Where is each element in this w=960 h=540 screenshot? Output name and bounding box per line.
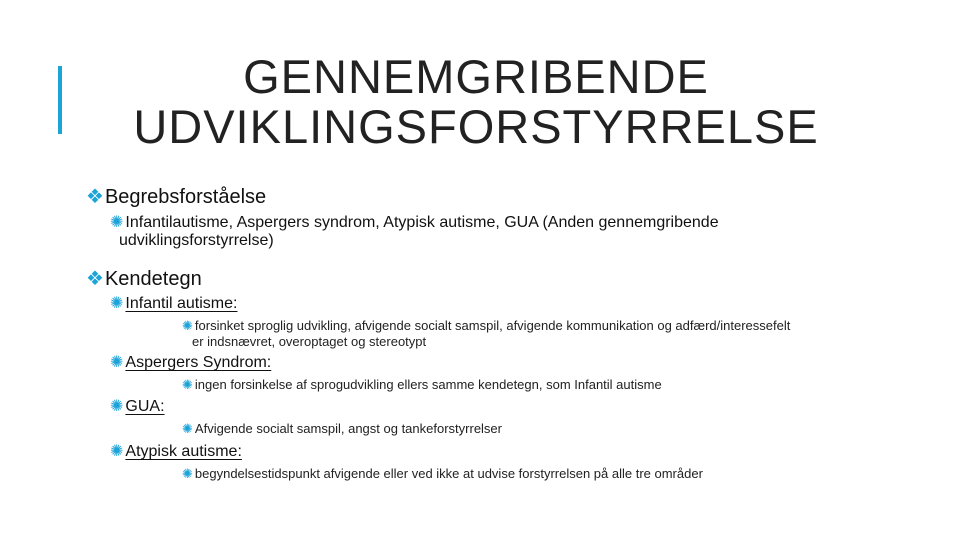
detail-item [182,377,662,393]
item-label: Aspergers Syndrom: [125,354,272,371]
list-item-infantil-autisme [110,293,237,313]
asterisk-bullet-icon: ✺ [182,377,193,392]
asterisk-bullet-icon: ✺ [110,398,124,415]
diamond-bullet-icon: ❖ [86,268,104,290]
asterisk-bullet-icon: ✺ [182,421,193,436]
asterisk-bullet-icon: ✺ [110,295,124,312]
list-item-gua [110,396,165,416]
section-kendetegn [86,266,202,291]
slide-title [96,52,856,152]
title-accent-bar [58,66,62,134]
detail-item [182,421,502,437]
section-heading: Kendetegn [104,268,202,290]
section-begrebsforstaaelse [86,184,266,209]
item-label: GUA: [125,398,165,415]
asterisk-bullet-icon: ✺ [110,354,124,371]
list-item-aspergers [110,352,271,372]
diamond-bullet-icon: ❖ [86,186,104,208]
item-label: Atypisk autisme: [125,443,242,460]
detail-text-line-1: Afvigende socialt samspil, angst og tankeforstyrrelser [194,421,502,436]
asterisk-bullet-icon: ✺ [110,214,124,231]
asterisk-bullet-icon: ✺ [182,318,193,333]
asterisk-bullet-icon: ✺ [110,443,124,460]
detail-item [182,466,703,482]
item-text-line-2: udviklingsforstyrrelse) [119,232,274,249]
detail-text-line-1: ingen forsinkelse af sprogudvikling ellers samme kendetegn, som Infantil autisme [194,377,662,392]
item-text-line-1: Infantilautisme, Aspergers syndrom, Atypisk autisme, GUA (Anden gennemgribende [125,214,719,231]
detail-item [182,318,790,334]
title-line-2: UDVIKLINGSFORSTYRRELSE [133,100,819,153]
detail-text-line-2: er indsnævret, overoptaget og stereotypt [192,334,427,349]
detail-text-line-1: forsinket sproglig udvikling, afvigende socialt samspil, afvigende kommunikation og adfærd/interessefelt [194,318,791,333]
title-line-1: GENNEMGRIBENDE [243,50,709,103]
item-label: Infantil autisme: [125,295,238,312]
list-item [110,212,719,232]
asterisk-bullet-icon: ✺ [182,466,193,481]
section-heading: Begrebsforståelse [104,186,267,208]
detail-text-line-1: begyndelsestidspunkt afvigende eller ved ikke at udvise forstyrrelsen på alle tre områder [194,466,703,481]
list-item-atypisk-autisme [110,441,242,461]
